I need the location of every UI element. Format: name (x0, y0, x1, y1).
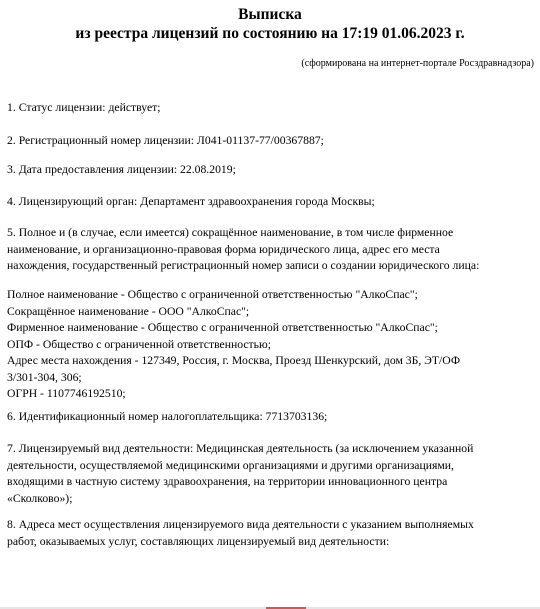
item-reg-number: 2. Регистрационный номер лицензии: Л041-01137-77/00367887; (7, 134, 324, 147)
short-name: Сокращённое наименование - ООО "АлкоСпас"; (7, 304, 250, 318)
activity-line-4: «Сколково»); (7, 491, 73, 505)
item-authority: 4. Лицензирующий орган: Департамент здравоохранения города Москвы; (7, 195, 375, 208)
names-heading-line-2: наименование, и организационно-правовая форма юридического лица, адрес его места (7, 242, 440, 256)
item-issue-date: 3. Дата предоставления лицензии: 22.08.2019; (7, 163, 236, 176)
ogrn: ОГРН - 1107746192510; (7, 387, 126, 400)
activity-line-3: входящими в частную систему здравоохранения, на территории инновационного центра (7, 475, 448, 488)
item-status: 1. Статус лицензии: действует; (7, 101, 161, 114)
title-line-2: из реестра лицензий по состоянию на 17:19 01.06.2023 г. (75, 25, 465, 42)
item-names-block (7, 287, 535, 403)
item-names-heading (7, 225, 535, 275)
names-heading-line-1: 5. Полное и (в случае, если имеется) сокращённое наименование, в том числе фирменное (7, 226, 454, 239)
address-line-1: Адрес места нахождения - 127349, Россия, г. Москва, Проезд Шенкурский, дом 3Б, ЭТ/ОФ (7, 354, 461, 367)
item-inn: 6. Идентификационный номер налогоплательщика: 7713703136; (7, 410, 328, 423)
document-title (0, 5, 540, 43)
item-addresses (7, 517, 535, 550)
activity-line-1: 7. Лицензируемый вид деятельности: Медицинская деятельность (за исключением указанной (7, 442, 474, 455)
addresses-line-2: работ, оказываемых услуг, составляющих лицензируемый вид деятельности: (7, 534, 390, 548)
source-note: (сформирована на интернет-портале Росздравнадзора) (301, 58, 534, 69)
activity-line-2: деятельности, осуществляемой медицинскими организациями и другими организациями, (7, 458, 454, 472)
names-heading-line-3: нахождения, государственный регистрационный номер записи о создании юридического лица: (7, 259, 480, 272)
firm-name: Фирменное наименование - Общество с ограниченной ответственностью "АлкоСпас"; (7, 321, 438, 334)
addresses-line-1: 8. Адреса мест осуществления лицензируемого вида деятельности с указанием выполняемых (7, 518, 474, 531)
item-activity (7, 441, 535, 507)
opf: ОПФ - Общество с ограниченной ответственностью; (7, 337, 271, 351)
address-line-2: 3/301-304, 306; (7, 370, 82, 384)
title-line-1: Выписка (238, 6, 302, 23)
full-name: Полное наименование - Общество с ограниченной ответственностью "АлкоСпас"; (7, 288, 418, 301)
